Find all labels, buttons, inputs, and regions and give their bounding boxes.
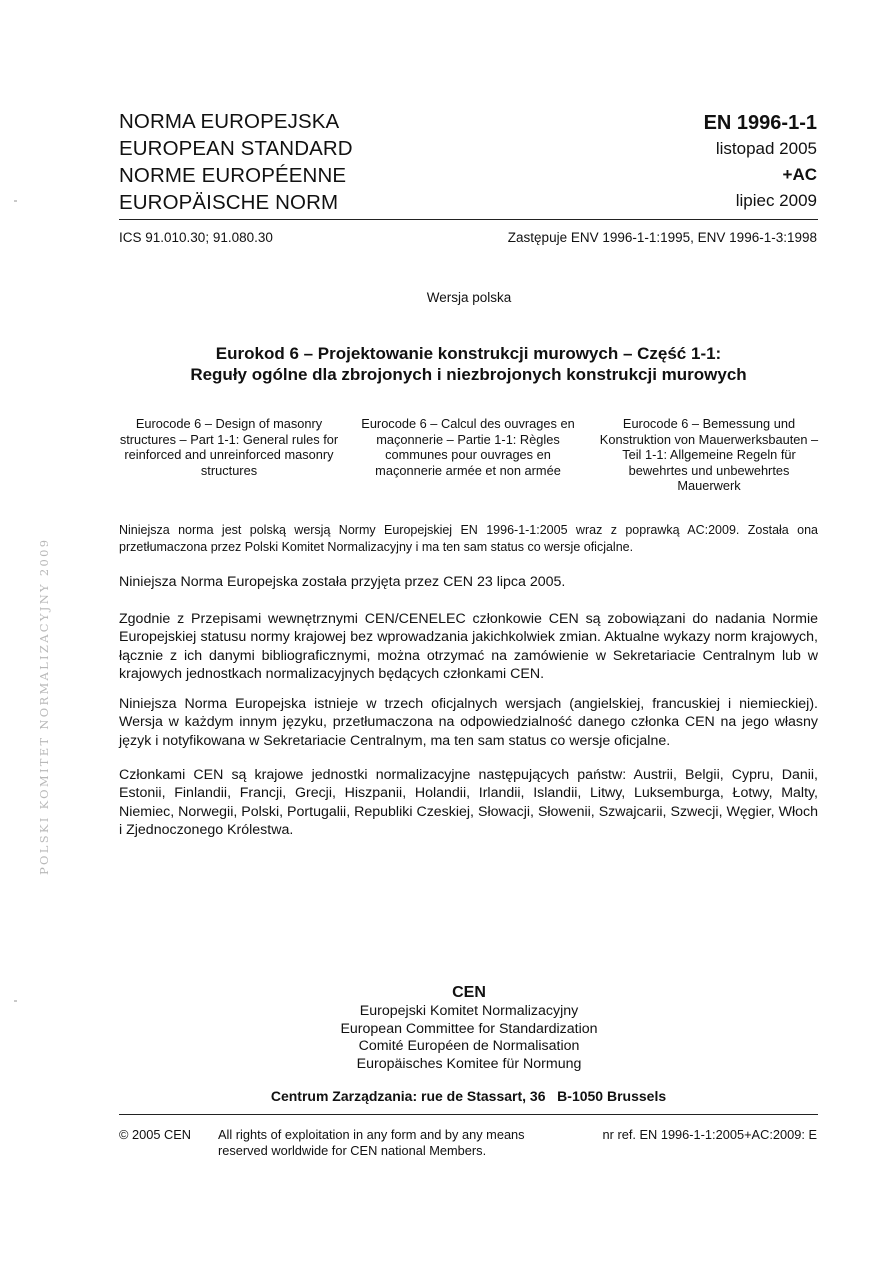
version-label: Wersja polska [426, 290, 512, 305]
footer-divider [119, 1114, 818, 1115]
scan-speck [14, 200, 17, 202]
reference-number: nr ref. EN 1996-1-1:2005+AC:2009: E [602, 1127, 817, 1142]
title-en: EUROPEAN STANDARD [119, 137, 353, 160]
rights-notice: All rights of exploitation in any form and by any means reserved worldwide for CEN national Members. [218, 1127, 525, 1158]
scan-speck [14, 1000, 17, 1002]
cen-name: CEN [452, 984, 486, 1001]
title-translation-en: Eurocode 6 – Design of masonry structures – Part 1-1: General rules for reinforced and unreinforced masonry structures [119, 416, 339, 478]
standard-type-titles [119, 108, 353, 216]
cen-headquarters: Centrum Zarządzania: rue de Stassart, 36 B-1050 Brussels [270, 1088, 667, 1104]
cen-members-paragraph: Członkami CEN są krajowe jednostki normalizacyjne następujących państw: Austrii, Belgii, Cypru, Danii, Estonii, Finlandii, Francji, Grecji, Hiszpanii, Holandii, Irlandii, Islandii, Litwy, Luksemburga, Łotwy, Malty, Niemiec, Norwegii, Polski, Portugalii, Republiki Czeskiej, Słowacji, Słowenii, Szwajcarii, Szwecji, Węgier, Włoch i Zjednoczonego Królestwa. [119, 767, 818, 838]
title-translation-de: Eurocode 6 – Bemessung und Konstruktion von Mauerwerksbauten – Teil 1-1: Allgemeine Regeln für bewehrtes und unbewehrtes Mauerwerk [599, 416, 819, 493]
cen-name-fr: Comité Européen de Normalisation [358, 1038, 580, 1054]
amendment-label: +AC [782, 165, 817, 184]
publication-date: listopad 2005 [715, 139, 817, 158]
title-pl: NORMA EUROPEJSKA [119, 110, 340, 133]
title-fr: NORME EUROPÉENNE [119, 164, 347, 187]
official-versions-paragraph: Niniejsza Norma Europejska istnieje w trzech oficjalnych wersjach (angielskiej, francuskiej i niemieckiej). Wersja w każdym innym języku, przetłumaczona na odpowiedzialność danego członka CEN na jego własny język i notyfikowana w Sekretariacie Centralnym, ma ten sam status co wersje oficjalne. [119, 696, 818, 749]
cen-name-de: Europäisches Komitee für Normung [356, 1055, 582, 1072]
side-watermark: POLSKI KOMITET NORMALIZACYJNY 2009 [37, 537, 51, 875]
document-title [119, 343, 818, 385]
cen-name-pl: Europejski Komitet Normalizacyjny [359, 1003, 579, 1019]
cen-name-en: European Committee for Standardization [340, 1020, 598, 1037]
standard-number: EN 1996-1-1 [703, 112, 817, 134]
adoption-paragraph: Niniejsza Norma Europejska została przyjęta przez CEN 23 lipca 2005. [119, 574, 566, 590]
internal-regulations-paragraph: Zgodnie z Przepisami wewnętrznymi CEN/CENELEC członkowie CEN są zobowiązani do nadania Normie Europejskiej statusu normy krajowej bez wprowadzania jakichkolwiek zmian. Aktualne wykazy norm krajowych, łącznie z ich danymi bibliograficznymi, można otrzymać na zamówienie w Sekretariacie Centralnym lub w krajowych jednostkach normalizacyjnych będących członkami CEN. [119, 611, 818, 682]
supersedes-note: Zastępuje ENV 1996-1-1:1995, ENV 1996-1-3:1998 [507, 230, 817, 245]
title-translation-fr: Eurocode 6 – Calcul des ouvrages en maçonnerie – Partie 1-1: Règles communes pour ouvrages en maçonnerie armée et non armée [361, 416, 575, 478]
copyright: © 2005 CEN [119, 1127, 192, 1142]
cen-organization [300, 983, 638, 1073]
ics-codes: ICS 91.010.30; 91.080.30 [119, 230, 273, 245]
standard-identification [704, 110, 817, 214]
title-de: EUROPÄISCHE NORM [119, 191, 339, 214]
header-divider [119, 219, 818, 220]
intro-paragraph: Niniejsza norma jest polską wersją Normy Europejskiej EN 1996-1-1:2005 wraz z poprawką AC:2009. Została ona przetłumaczona przez Polski Komitet Normalizacyjny i ma ten sam status co wersje oficjalne. [119, 523, 818, 554]
title-line-2: Reguły ogólne dla zbrojonych i niezbrojonych konstrukcji murowych [190, 365, 747, 384]
title-line-1: Eurokod 6 – Projektowanie konstrukcji murowych – Część 1-1: [215, 344, 722, 363]
amendment-date: lipiec 2009 [735, 191, 817, 210]
